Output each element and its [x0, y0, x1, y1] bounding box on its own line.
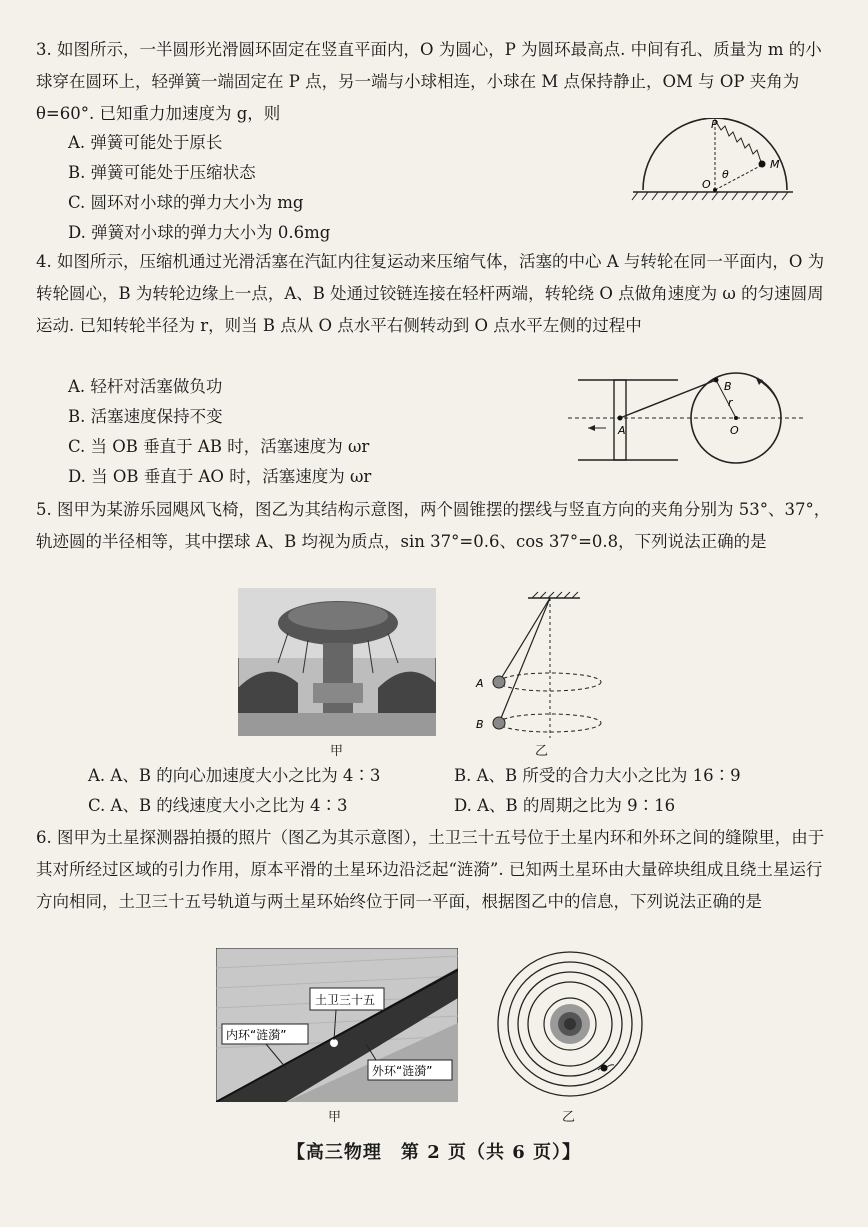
q6-label-moon: 土卫三十五 [315, 993, 376, 1007]
q6-label-inner: 内环“涟漪” [226, 1028, 287, 1042]
q5-label-a: A [476, 677, 484, 690]
q6-caption-yi: 乙 [562, 1110, 576, 1125]
q5-label-b: B [476, 718, 484, 731]
q3-label-o: O [702, 178, 711, 191]
q3-ring-diagram [628, 118, 798, 210]
q4-option-b: B. 活塞速度保持不变 [68, 407, 223, 426]
q5-option-a: A. A、B 的向心加速度大小之比为 4∶3 [88, 766, 381, 785]
question-4-stem: 4. 如图所示，压缩机通过光滑活塞在汽缸内往复运动来压缩气体，活塞的中心 A 与转轮在同一平面内，O 为转轮圆心，B 为转轮边缘上一点，A、B 处通过铰链连接在轻杆两端，转轮绕 O 点做角速度为 ω 的匀速圆周运动. 已知转轮半径为 r，则当 B 点从 O 点水平右侧转动到 O 点水平左侧的过程中 [36, 252, 825, 335]
q4-label-o: O [730, 424, 739, 437]
q4-label-b: B [724, 380, 732, 393]
q5-conical-pendulum-diagram [468, 590, 618, 740]
q4-option-d: D. 当 OB 垂直于 AO 时，活塞速度为 ωr [68, 467, 372, 486]
question-3-stem: 3. 如图所示，一半圆形光滑圆环固定在竖直平面内，O 为圆心，P 为圆环最高点. 中间有孔、质量为 m 的小球穿在圆环上，轻弹簧一端固定在 P 点，另一端与小球相连，小球在 M 点保持静止，OM 与 OP 夹角为 θ=60°. 已知重力加速度为 g，则 [36, 40, 822, 123]
q6-caption-jia: 甲 [328, 1110, 342, 1125]
q5-caption-jia: 甲 [330, 744, 344, 759]
q5-caption-yi: 乙 [535, 744, 549, 759]
page-footer: 【高三物理 第 2 页（共 6 页）】 [286, 1142, 582, 1163]
question-6 [36, 822, 836, 918]
q4-label-r: r [728, 396, 733, 409]
q5-option-d: D. A、B 的周期之比为 9∶16 [454, 796, 676, 815]
q6-saturn-ring-photo [216, 948, 458, 1102]
q3-label-m: M [770, 158, 780, 171]
question-5-stem: 5. 图甲为某游乐园飓风飞椅，图乙为其结构示意图，两个圆锥摆的摆线与竖直方向的夹角分别为 53°、37°，轨迹圆的半径相等，其中摆球 A、B 均视为质点，sin 37°=0.6、cos 37°=0.8，下列说法正确的是 [36, 500, 831, 551]
q5-option-b: B. A、B 所受的合力大小之比为 16∶9 [454, 766, 741, 785]
q6-saturn-ring-schematic [490, 946, 650, 1102]
q3-label-theta: θ [722, 168, 729, 181]
q4-compressor-diagram [568, 370, 804, 470]
question-5 [36, 494, 836, 558]
q4-option-c: C. 当 OB 垂直于 AB 时，活塞速度为 ωr [68, 437, 370, 456]
q3-option-d: D. 弹簧对小球的弹力大小为 0.6mg [68, 223, 331, 242]
q5-swing-ride-photo [238, 588, 436, 736]
q4-label-a: A [618, 424, 626, 437]
question-6-stem: 6. 图甲为土星探测器拍摄的照片（图乙为其示意图），土卫三十五号位于土星内环和外环之间的缝隙里，由于其对所经过区域的引力作用，原本平滑的土星环边沿泛起“涟漪”. 已知两土星环由大量碎块组成且绕土星运行方向相同，土卫三十五号轨道与两土星环始终位于同一平面，根据图乙中的信息，下列说法正确的是 [36, 828, 825, 911]
q4-option-a: A. 轻杆对活塞做负功 [68, 377, 223, 396]
q3-option-b: B. 弹簧可能处于压缩状态 [68, 163, 256, 182]
q5-option-c: C. A、B 的线速度大小之比为 4∶3 [88, 796, 348, 815]
q6-label-outer: 外环“涟漪” [372, 1064, 433, 1078]
question-3 [36, 34, 836, 130]
q3-label-p: P [711, 118, 718, 131]
question-4 [36, 246, 836, 342]
q3-option-c: C. 圆环对小球的弹力大小为 mg [68, 193, 304, 212]
q3-option-a: A. 弹簧可能处于原长 [68, 133, 223, 152]
